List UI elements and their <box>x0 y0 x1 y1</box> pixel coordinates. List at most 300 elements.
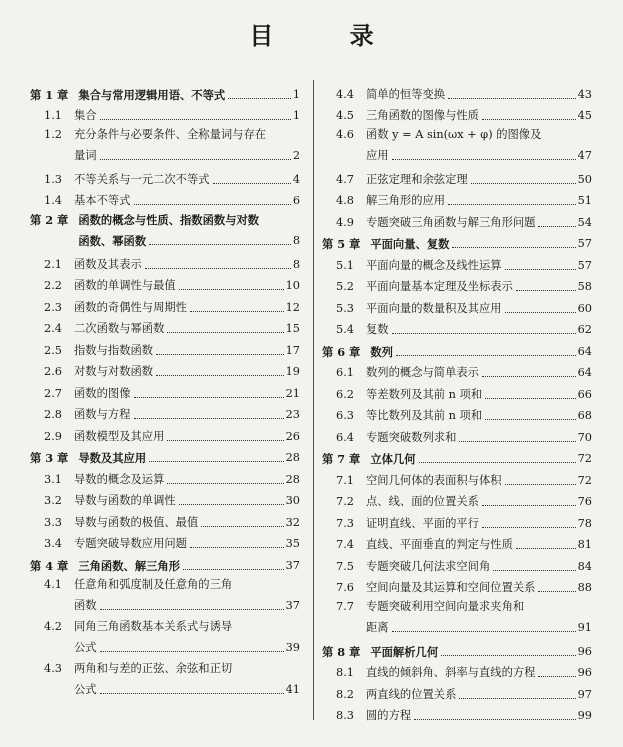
entry-title: 点、线、面的位置关系 <box>366 495 479 508</box>
entry-body <box>78 88 300 102</box>
dot-leader <box>100 159 291 160</box>
entry-number: 第 8 章 <box>322 644 361 659</box>
entry-body <box>366 431 592 445</box>
dot-leader <box>392 631 576 632</box>
entry-number: 2.8 <box>44 408 62 421</box>
entry-body <box>74 516 300 530</box>
entry-title: 复数 <box>366 323 389 336</box>
entry-title: 导数与函数的极值、最值 <box>74 515 199 529</box>
dot-leader <box>452 247 575 248</box>
toc-section-entry[interactable] <box>30 123 300 165</box>
entry-title: 对数与对数函数 <box>74 365 154 378</box>
dot-leader <box>179 289 284 290</box>
entry-body <box>74 473 300 487</box>
entry-number: 4.8 <box>336 194 354 207</box>
entry-title: 平面向量的数量积及其应用 <box>366 301 502 315</box>
toc-section-entry[interactable] <box>322 595 592 637</box>
entry-title: 解三角形的应用 <box>366 194 446 207</box>
page-number: 4 <box>292 172 300 186</box>
entry-number: 7.6 <box>336 581 354 594</box>
page-number: 21 <box>285 386 300 400</box>
entry-number: 6.1 <box>336 366 354 379</box>
entry-number: 第 6 章 <box>322 344 361 359</box>
dot-leader <box>441 655 576 656</box>
entry-number: 1.1 <box>44 109 62 122</box>
entry-number: 1.2 <box>44 128 62 141</box>
toc-section-entry[interactable] <box>30 508 300 530</box>
entry-body <box>74 578 300 613</box>
entry-number: 3.2 <box>44 494 62 507</box>
dot-leader <box>201 526 283 527</box>
toc-chapter-entry[interactable] <box>30 551 300 573</box>
entry-number: 2.7 <box>44 386 62 400</box>
entry-title: 函数的图像 <box>74 386 131 400</box>
entry-body <box>366 128 592 163</box>
entry-number: 5.1 <box>336 258 354 272</box>
page-number: 51 <box>577 194 592 207</box>
entry-title: 任意角和弧度制及任意角的三角 <box>74 577 233 591</box>
dot-leader <box>228 98 291 99</box>
entry-number: 7.5 <box>336 559 354 573</box>
dot-leader <box>485 419 575 420</box>
entry-number: 4.3 <box>44 661 62 675</box>
toc-section-entry[interactable] <box>30 615 300 657</box>
entry-number: 2.4 <box>44 322 62 335</box>
page-number: 37 <box>285 598 300 612</box>
entry-body <box>74 662 300 697</box>
dot-leader <box>100 609 284 610</box>
dot-leader <box>396 355 576 356</box>
dot-leader <box>459 698 575 699</box>
entry-body <box>366 538 592 552</box>
page-number: 47 <box>577 149 592 162</box>
page-number: 30 <box>285 494 300 507</box>
entry-body <box>366 109 592 123</box>
entry-title-continued <box>366 149 592 163</box>
page-number: 17 <box>285 343 300 357</box>
toc-chapter-entry[interactable] <box>322 230 592 252</box>
dot-leader <box>505 312 576 313</box>
page-number: 41 <box>285 682 300 696</box>
entry-title-continued <box>74 641 300 655</box>
dot-leader <box>538 591 575 592</box>
entry-body <box>74 109 300 123</box>
entry-number: 2.9 <box>44 429 62 443</box>
entry-number: 7.2 <box>336 495 354 508</box>
entry-title: 平面向量、复数 <box>370 237 450 251</box>
toc-section-entry[interactable] <box>322 294 592 316</box>
toc-chapter-entry[interactable] <box>30 80 300 102</box>
toc-section-entry[interactable] <box>322 680 592 702</box>
toc-section-entry[interactable] <box>30 487 300 509</box>
entry-body <box>370 237 592 251</box>
entry-title: 平面向量基本定理及坐标表示 <box>366 280 513 293</box>
toc-section-entry[interactable] <box>30 530 300 552</box>
entry-number: 8.2 <box>336 687 354 701</box>
toc-right-column <box>322 80 592 723</box>
entry-title: 集合与常用逻辑用语、不等式 <box>78 87 226 102</box>
entry-title: 平面解析几何 <box>370 644 439 659</box>
entry-number: 第 3 章 <box>30 451 69 465</box>
toc-chapter-entry[interactable] <box>30 444 300 466</box>
page-number: 68 <box>577 409 592 422</box>
entry-body <box>366 173 592 187</box>
page-number: 57 <box>577 237 592 250</box>
page-number: 37 <box>285 558 300 572</box>
dot-leader <box>538 676 575 677</box>
entry-title-continued <box>74 683 300 697</box>
entry-number: 4.4 <box>336 87 354 101</box>
toc-section-entry[interactable] <box>30 657 300 699</box>
dot-leader <box>419 462 576 463</box>
entry-number: 1.3 <box>44 172 62 186</box>
entry-body <box>74 344 300 358</box>
entry-body <box>74 620 300 655</box>
toc-left-column <box>30 80 300 699</box>
page-number: 6 <box>292 194 300 207</box>
entry-number: 2.3 <box>44 300 62 314</box>
page-number: 1 <box>292 109 300 122</box>
toc-section-entry[interactable] <box>322 423 592 445</box>
entry-body <box>366 600 592 635</box>
entry-number: 5.2 <box>336 280 354 293</box>
dot-leader <box>100 119 291 120</box>
toc-section-entry[interactable] <box>322 488 592 510</box>
entry-title: 基本不等式 <box>74 194 131 207</box>
toc-section-entry[interactable] <box>30 165 300 187</box>
toc-section-entry[interactable] <box>30 401 300 423</box>
entry-body <box>366 517 592 531</box>
page-number: 10 <box>285 279 300 292</box>
entry-body <box>366 388 592 402</box>
entry-number: 6.4 <box>336 430 354 444</box>
toc-section-entry[interactable] <box>322 102 592 124</box>
toc-section-entry[interactable] <box>322 208 592 230</box>
entry-number: 第 4 章 <box>30 558 69 573</box>
entry-body <box>366 216 592 230</box>
toc-section-entry[interactable] <box>322 251 592 273</box>
toc-chapter-entry[interactable] <box>322 337 592 359</box>
toc-section-entry[interactable] <box>322 123 592 165</box>
toc-section-entry[interactable] <box>30 422 300 444</box>
entry-body <box>74 258 300 272</box>
entry-title: 等比数列及其前 n 项和 <box>366 409 483 422</box>
entry-body <box>78 559 300 573</box>
entry-number: 4.5 <box>336 109 354 122</box>
entry-body <box>366 323 592 337</box>
entry-title: 三角函数、解三角形 <box>78 558 181 573</box>
toc-section-entry[interactable] <box>322 316 592 338</box>
entry-title: 圆的方程 <box>366 709 412 722</box>
page-number: 70 <box>577 430 592 444</box>
entry-number: 第 5 章 <box>322 237 361 251</box>
page-number: 88 <box>577 581 592 594</box>
toc-section-entry[interactable] <box>322 80 592 102</box>
entry-title: 等差数列及其前 n 项和 <box>366 387 483 401</box>
toc-section-entry[interactable] <box>322 552 592 574</box>
dot-leader <box>505 484 576 485</box>
entry-number: 7.4 <box>336 538 354 551</box>
toc-section-entry[interactable] <box>322 402 592 424</box>
entry-title: 函数与方程 <box>74 408 131 421</box>
entry-number: 第 7 章 <box>322 452 361 466</box>
entry-title-line2: 距离 <box>366 621 389 634</box>
entry-title: 函数的奇偶性与周期性 <box>74 300 187 314</box>
entry-title-continued <box>78 234 300 248</box>
entry-body <box>74 365 300 379</box>
dot-leader <box>392 159 576 160</box>
dot-leader <box>190 311 284 312</box>
entry-number: 2.5 <box>44 343 62 357</box>
entry-body <box>366 88 592 102</box>
dot-leader <box>482 505 576 506</box>
entry-body <box>366 495 592 509</box>
entry-body <box>78 451 300 465</box>
entry-title: 集合 <box>74 109 97 122</box>
entry-number: 6.2 <box>336 387 354 401</box>
dot-leader <box>213 183 291 184</box>
entry-number: 3.4 <box>44 537 62 550</box>
entry-title: 立体几何 <box>370 452 416 466</box>
entry-number: 2.6 <box>44 365 62 378</box>
dot-leader <box>167 332 283 333</box>
dot-leader <box>149 461 284 462</box>
toc-section-entry[interactable] <box>322 574 592 596</box>
toc-section-entry[interactable] <box>322 359 592 381</box>
page-number: 12 <box>285 300 300 314</box>
page-number: 58 <box>577 280 592 293</box>
entry-title: 函数的单调性与最值 <box>74 279 176 292</box>
entry-title: 专题突破数列求和 <box>366 430 457 444</box>
toc-section-entry[interactable] <box>30 293 300 315</box>
page-number: 23 <box>285 408 300 421</box>
page-number: 96 <box>577 644 592 658</box>
page-number: 99 <box>577 709 592 722</box>
entry-body <box>74 430 300 444</box>
page-number: 62 <box>577 323 592 336</box>
dot-leader <box>516 548 576 549</box>
toc-section-entry[interactable] <box>322 531 592 553</box>
entry-title: 专题突破三角函数与解三角形问题 <box>366 215 536 229</box>
page-number: 76 <box>577 495 592 508</box>
page-number: 28 <box>285 451 300 464</box>
entry-title: 专题突破几何法求空间角 <box>366 559 491 573</box>
entry-body <box>366 560 592 574</box>
dot-leader <box>190 547 284 548</box>
entry-number: 3.1 <box>44 472 62 486</box>
page-number: 45 <box>577 109 592 122</box>
entry-number: 4.1 <box>44 577 62 591</box>
entry-body <box>366 302 592 316</box>
entry-title-line2: 公式 <box>74 640 97 654</box>
entry-number: 8.1 <box>336 666 354 679</box>
dot-leader <box>505 269 576 270</box>
entry-body <box>74 494 300 508</box>
entry-body <box>366 259 592 273</box>
entry-title-line2: 函数、幂函数 <box>78 234 147 248</box>
dot-leader <box>471 183 576 184</box>
entry-title-line2: 公式 <box>74 682 97 696</box>
toc-chapter-entry[interactable] <box>322 637 592 659</box>
entry-title: 三角函数的图像与性质 <box>366 109 479 122</box>
toc-section-entry[interactable] <box>30 315 300 337</box>
dot-leader <box>134 397 284 398</box>
page-number: 72 <box>577 473 592 487</box>
dot-leader <box>448 204 576 205</box>
page-number: 54 <box>577 215 592 229</box>
entry-title: 平面向量的概念及线性运算 <box>366 258 502 272</box>
toc-section-entry[interactable] <box>30 102 300 124</box>
page-number: 66 <box>577 387 592 401</box>
toc-section-entry[interactable] <box>30 187 300 209</box>
entry-body <box>74 387 300 401</box>
entry-title: 两直线的位置关系 <box>366 687 457 701</box>
toc-section-entry[interactable] <box>322 466 592 488</box>
entry-number: 第 1 章 <box>30 87 69 102</box>
entry-body <box>366 688 592 702</box>
page-number: 1 <box>292 87 300 101</box>
entry-title-line2: 应用 <box>366 149 389 162</box>
page-number: 78 <box>577 516 592 530</box>
toc-section-entry[interactable] <box>322 509 592 531</box>
toc-section-entry[interactable] <box>322 187 592 209</box>
toc-chapter-entry[interactable] <box>30 208 300 250</box>
entry-body <box>366 194 592 208</box>
entry-title: 指数与指数函数 <box>74 343 154 357</box>
entry-title: 直线的倾斜角、斜率与直线的方程 <box>366 666 536 679</box>
page-number: 84 <box>577 559 592 573</box>
entry-number: 6.3 <box>336 409 354 422</box>
dot-leader <box>134 204 291 205</box>
dot-leader <box>156 375 284 376</box>
toc-section-entry[interactable] <box>30 272 300 294</box>
toc-section-entry[interactable] <box>30 336 300 358</box>
dot-leader <box>149 244 291 245</box>
entry-number: 7.3 <box>336 516 354 530</box>
entry-body <box>78 213 300 248</box>
toc-section-entry[interactable] <box>322 273 592 295</box>
toc-section-entry[interactable] <box>30 379 300 401</box>
entry-body <box>74 279 300 293</box>
toc-section-entry[interactable] <box>322 165 592 187</box>
toc-section-entry[interactable] <box>30 573 300 615</box>
entry-body <box>74 128 300 163</box>
entry-title: 导数的概念及运算 <box>74 472 165 486</box>
toc-section-entry[interactable] <box>322 380 592 402</box>
entry-body <box>370 645 592 659</box>
entry-number: 4.2 <box>44 619 62 633</box>
entry-title: 充分条件与必要条件、全称量词与存在 <box>74 128 267 141</box>
entry-body <box>366 280 592 294</box>
page-number: 28 <box>285 472 300 486</box>
entry-title: 专题突破导数应用问题 <box>74 537 187 550</box>
toc-section-entry[interactable] <box>30 250 300 272</box>
entry-title: 不等关系与一元二次不等式 <box>74 172 210 186</box>
page-number: 26 <box>285 429 300 443</box>
dot-leader <box>493 570 575 571</box>
entry-body <box>74 194 300 208</box>
entry-title: 导数与函数的单调性 <box>74 494 176 507</box>
dot-leader <box>145 268 291 269</box>
entry-body <box>366 709 592 723</box>
toc-section-entry[interactable] <box>322 702 592 724</box>
entry-title-continued <box>74 599 300 613</box>
entry-number: 4.9 <box>336 215 354 229</box>
dot-leader <box>448 98 576 99</box>
entry-title-continued <box>74 149 300 163</box>
dot-leader <box>516 290 576 291</box>
page-number: 32 <box>285 515 300 529</box>
dot-leader <box>100 693 284 694</box>
entry-body <box>366 666 592 680</box>
entry-number: 1.4 <box>44 194 62 207</box>
page-number: 39 <box>285 640 300 654</box>
entry-body <box>366 581 592 595</box>
page-number: 19 <box>285 365 300 378</box>
entry-body <box>366 474 592 488</box>
dot-leader <box>100 651 284 652</box>
dot-leader <box>482 376 576 377</box>
entry-body <box>366 366 592 380</box>
entry-title: 函数及其表示 <box>74 257 142 271</box>
dot-leader <box>485 398 575 399</box>
page-number: 8 <box>292 234 300 247</box>
entry-number: 第 2 章 <box>30 213 69 227</box>
entry-title: 证明直线、平面的平行 <box>366 516 479 530</box>
page-number: 35 <box>285 537 300 550</box>
page-number: 50 <box>577 172 592 186</box>
entry-body <box>74 301 300 315</box>
entry-body <box>370 452 592 466</box>
page-number: 15 <box>285 322 300 335</box>
page-number: 43 <box>577 87 592 101</box>
entry-number: 7.7 <box>336 600 354 613</box>
toc-section-entry[interactable] <box>322 659 592 681</box>
page-number: 96 <box>577 666 592 679</box>
entry-number: 5.4 <box>336 323 354 336</box>
entry-title: 函数的概念与性质、指数函数与对数 <box>78 213 260 227</box>
entry-body <box>370 345 592 359</box>
toc-chapter-entry[interactable] <box>322 445 592 467</box>
dot-leader <box>134 418 284 419</box>
entry-number: 4.7 <box>336 172 354 186</box>
entry-title: 空间向量及其运算和空间位置关系 <box>366 581 536 594</box>
entry-body <box>366 409 592 423</box>
entry-body <box>74 537 300 551</box>
entry-title: 二次函数与幂函数 <box>74 322 165 335</box>
entry-title: 两角和与差的正弦、余弦和正切 <box>74 661 233 675</box>
entry-number: 3.3 <box>44 515 62 529</box>
entry-number: 4.6 <box>336 128 354 141</box>
toc-section-entry[interactable] <box>30 465 300 487</box>
dot-leader <box>459 441 575 442</box>
entry-title-continued <box>366 621 592 635</box>
entry-title: 数列的概念与简单表示 <box>366 366 479 379</box>
page-number: 8 <box>292 257 300 271</box>
entry-number: 7.1 <box>336 473 354 487</box>
entry-title: 同角三角函数基本关系式与诱导 <box>74 619 233 633</box>
page-number: 91 <box>577 621 592 634</box>
dot-leader <box>538 226 575 227</box>
page-number: 72 <box>577 452 592 465</box>
dot-leader <box>392 333 576 334</box>
page-title: 目 录 <box>249 21 408 50</box>
page-number: 97 <box>577 687 592 701</box>
toc-section-entry[interactable] <box>30 358 300 380</box>
dot-leader <box>167 440 283 441</box>
dot-leader <box>183 569 284 570</box>
page-number: 60 <box>577 301 592 315</box>
